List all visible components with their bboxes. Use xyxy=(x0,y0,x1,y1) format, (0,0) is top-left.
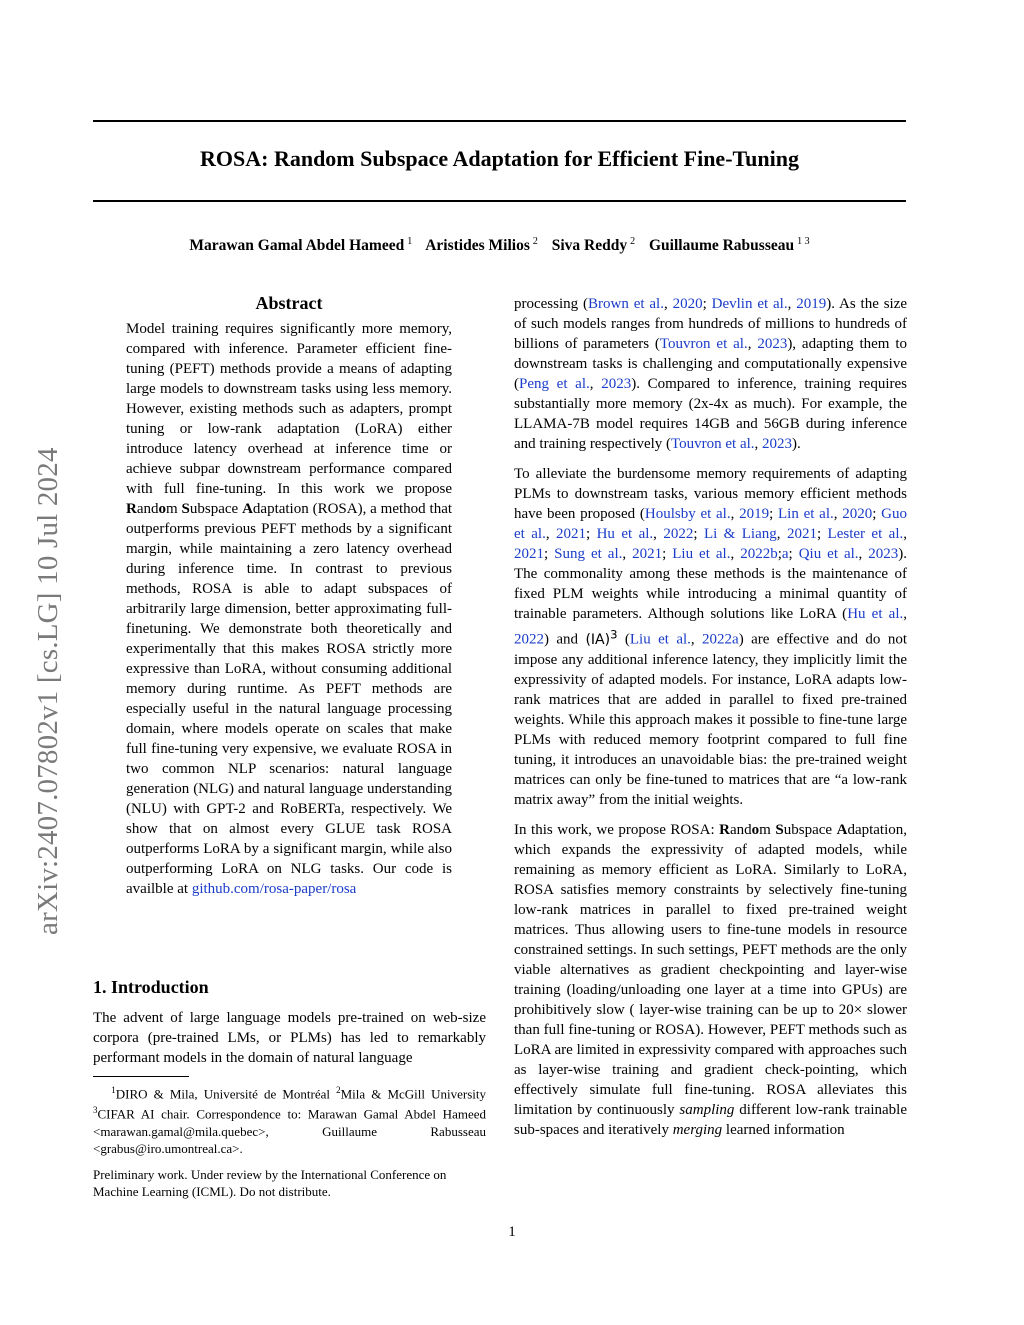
acronym-letter: o xyxy=(158,501,167,517)
citation-link[interactable]: 2023 xyxy=(757,336,788,352)
citation-link[interactable]: a xyxy=(781,546,789,562)
citation-link[interactable]: Liu et al. xyxy=(672,546,731,562)
emphasis-text: merging xyxy=(672,1121,723,1138)
citation-link[interactable]: Peng et al. xyxy=(519,376,590,392)
author-affiliation: 1 3 xyxy=(797,236,810,247)
intro-paragraph: The advent of large language models pre-trained on web-size corpora (pre-trained LMs, or PLMs) has led to remarkably performant models in the domain of natural language xyxy=(93,1010,486,1066)
footnote-mark: 3 xyxy=(93,1105,98,1116)
section-heading: 1. Introduction xyxy=(93,977,209,997)
citation-link[interactable]: Lin et al. xyxy=(778,506,834,522)
emphasis-text: sampling xyxy=(679,1101,735,1118)
body-paragraph: To alleviate the burdensome memory requirements of adapting PLMs to downstream tasks, various memory efficient methods have been proposed (Houlsby et al., 2019; Lin et al., 2020; Guo et al., 2021; Hu et al., 2022; Li & Liang, 2021; Lester et al., 2021; Sung et al., 2021; Liu et al., 2022b;a; Qiu et al., 2023). The commonality among these methods is the maintenance of fixed PLM weights while introducing a minimal quantity of trainable parameters. Although solutions like LoRA (Hu et al., 2022) and (IA)$^3$ (Liu et al., 2022a) are effective and do not impose any additional inference latency, they implicitly limit the expressivity of adapted models. For instance, LoRA adapts low-rank matrices that are added in parallel to fixed pre-trained weights. While this approach makes it possible to fine-tune large PLMs with reduced memory footprint compared to full fine tuning, it introduces an unavoidable bias: the pre-trained weight matrices can only be fine-tuned to matrices that are “a low-rank matrix away” from the initial weights. xyxy=(514,466,908,808)
citation-link[interactable]: 2023 xyxy=(762,436,793,452)
abstract-heading: Abstract xyxy=(255,293,323,313)
citation-link[interactable]: Qiu et al. xyxy=(798,546,859,562)
title-rule-top xyxy=(93,120,906,122)
citation-link[interactable]: 2023 xyxy=(601,376,632,392)
footnote-mark: 1 xyxy=(111,1085,116,1095)
footnote-text: Mila & McGill University xyxy=(340,1086,486,1102)
acronym-letter: A xyxy=(836,821,848,838)
acronym-letter: o xyxy=(751,821,760,838)
citation-link[interactable]: 2019 xyxy=(796,296,827,312)
author-name: Guillaume Rabusseau xyxy=(648,237,795,255)
citation-link[interactable]: 2021 xyxy=(786,526,817,542)
code-link[interactable]: github.com/rosa-paper/rosa xyxy=(191,881,357,897)
body-paragraph: processing (Brown et al., 2020; Devlin et al., 2019). As the size of such models ranges from hundreds of millions to hundreds of billions of parameters (Touvron et al., 2023), adapting them to downstream tasks is challenging and computationally expensive (Peng et al., 2023). Compared to inference, training requires substantially more memory (2x-4x as much). For example, the LLAMA-7B model requires 14GB and 56GB during inference and training respectively (Touvron et al., 2023). xyxy=(514,296,908,452)
abstract-text: Model training requires significantly more memory, compared with inference. Parameter efficient fine-tuning (PEFT) methods provide a means of adapting large models to downstream tasks using less memory. However, existing methods such as adapters, prompt tuning or low-rank adaptation (LoRA) either introduce latency overhead at inference time or achieve subpar downstream performance compared with full fine-tuning. In this work we propose xyxy=(126,321,452,497)
affiliation-footnote xyxy=(93,1082,486,1157)
citation-link[interactable]: Houlsby et al. xyxy=(644,506,731,522)
acronym-letter: R xyxy=(719,821,730,838)
author-name: Marawan Gamal Abdel Hameed xyxy=(189,237,405,255)
body-paragraph: In this work, we propose ROSA: Random Subspace Adaptation, which expands the expressivity of adapted models, while remaining as memory efficient as LoRA. Similarly to LoRA, ROSA satisfies memory constraints by selectively fine-tuning low-rank matrices in parallel to fixed pre-trained weight matrices. Thus allowing users to fine-tune models in resource constrained settings. In such settings, PEFT methods are the only viable alternatives as gradient checkpointing and layer-wise training (loading/unloading one layer at a time into GPUs) are prohibitively slow ( layer-wise training can be up to 20× slower than full fine-tuning or ROSA). However, PEFT methods such as LoRA are limited in expressivity compared with approaches such as layer-wise training and gradient check-pointing, which effectively simulate full fine-tuning. ROSA alleviates this limitation by continuously sampling different low-rank trainable sub-spaces and iteratively merging learned information xyxy=(514,821,908,1138)
citation-link[interactable]: 2020 xyxy=(842,506,873,522)
citation-link[interactable]: 2023 xyxy=(868,546,899,562)
citation-link[interactable]: Touvron et al. xyxy=(659,336,748,352)
author-affiliation: 2 xyxy=(630,236,636,247)
preliminary-notice: Preliminary work. Under review by the International Conference on Machine Learning (ICML). Do not distribute. xyxy=(93,1167,447,1199)
author-list xyxy=(93,236,906,255)
citation-link[interactable]: 2022a xyxy=(702,631,739,648)
citation-link[interactable]: Touvron et al. xyxy=(671,436,755,452)
introduction-section xyxy=(93,976,486,1068)
right-column xyxy=(514,294,907,1150)
footnote-mark: 2 xyxy=(336,1085,341,1095)
acronym-letter: S xyxy=(775,821,784,838)
citation-link[interactable]: Liu et al. xyxy=(629,631,691,648)
acronym-letter: R xyxy=(126,501,137,517)
abstract-body xyxy=(126,319,452,899)
citation-link[interactable]: 2022b xyxy=(740,546,778,562)
citation-link[interactable]: Devlin et al. xyxy=(711,296,788,312)
ia3-method-name: (IA)$^3$ xyxy=(585,627,618,648)
citation-link[interactable]: Hu et al. xyxy=(596,526,654,542)
abstract-text: m xyxy=(166,501,182,517)
author-name: Siva Reddy xyxy=(551,237,628,255)
citation-link[interactable]: Lester et al. xyxy=(827,526,904,542)
footnote-text: DIRO & Mila, Université de Montréal xyxy=(115,1086,337,1102)
arxiv-watermark: arXiv:2407.07802v1 [cs.LG] 10 Jul 2024 xyxy=(32,447,64,935)
author-affiliation: 2 xyxy=(532,236,538,247)
acronym-letter: A xyxy=(242,501,253,517)
author-affiliation: 1 xyxy=(407,236,413,247)
abstract-text: daptation (ROSA), a method that outperforms previous PEFT methods by a significant margin, while maintaining a zero latency overhead during inference time. In contrast to previous methods, ROSA is able to adapt subspaces of arbitrarily large dimension, better approximating full-finetuning. We demonstrate both theoretically and experimentally that this makes ROSA strictly more expressive than LoRA, without consuming additional memory during runtime. As PEFT methods are especially useful in the natural language processing domain, where models operate on scales that make full fine-tuning very expensive, we evaluate ROSA in two common NLP scenarios: natural language generation (NLG) and natural language understanding (NLU) with GPT-2 and RoBERTa, respectively. We show that on almost every GLUE task ROSA outperforms LoRA by a significant margin, while also outperforming LoRA on NLG tasks. Our code is availble at xyxy=(126,501,453,897)
paper-title: ROSA: Random Subspace Adaptation for Efficient Fine-Tuning xyxy=(200,146,799,171)
citation-link[interactable]: 2021 xyxy=(556,526,586,542)
abstract-text: and xyxy=(136,501,159,517)
citation-link[interactable]: 2022 xyxy=(514,631,544,648)
citation-link[interactable]: Li & Liang xyxy=(703,526,777,542)
acronym-letter: S xyxy=(181,501,190,517)
footnote-text: CIFAR AI chair. Correspondence to: Marawan Gamal Abdel Hameed <marawan.gamal@mila.quebec>, Guillaume Rabusseau <grabus@iro.umontreal.ca>. xyxy=(93,1106,486,1156)
citation-link[interactable]: 2019 xyxy=(739,506,770,522)
citation-link[interactable]: 2021 xyxy=(514,546,544,562)
citation-link[interactable]: Guo et al. xyxy=(514,506,908,542)
citation-link[interactable]: 2021 xyxy=(632,546,663,562)
abstract-text: ubspace xyxy=(189,501,243,517)
abstract-section xyxy=(126,292,452,899)
title-rule-bottom xyxy=(93,200,906,202)
citation-link[interactable]: Sung et al. xyxy=(554,546,623,562)
author-name: Aristides Milios xyxy=(425,237,530,255)
footnote-divider xyxy=(93,1076,189,1077)
citation-link[interactable]: Hu et al. xyxy=(847,606,904,622)
citation-link[interactable]: 2020 xyxy=(672,296,703,312)
citation-link[interactable]: Brown et al. xyxy=(588,296,664,312)
page-number: 1 xyxy=(508,1224,516,1240)
citation-link[interactable]: 2022 xyxy=(663,526,694,542)
